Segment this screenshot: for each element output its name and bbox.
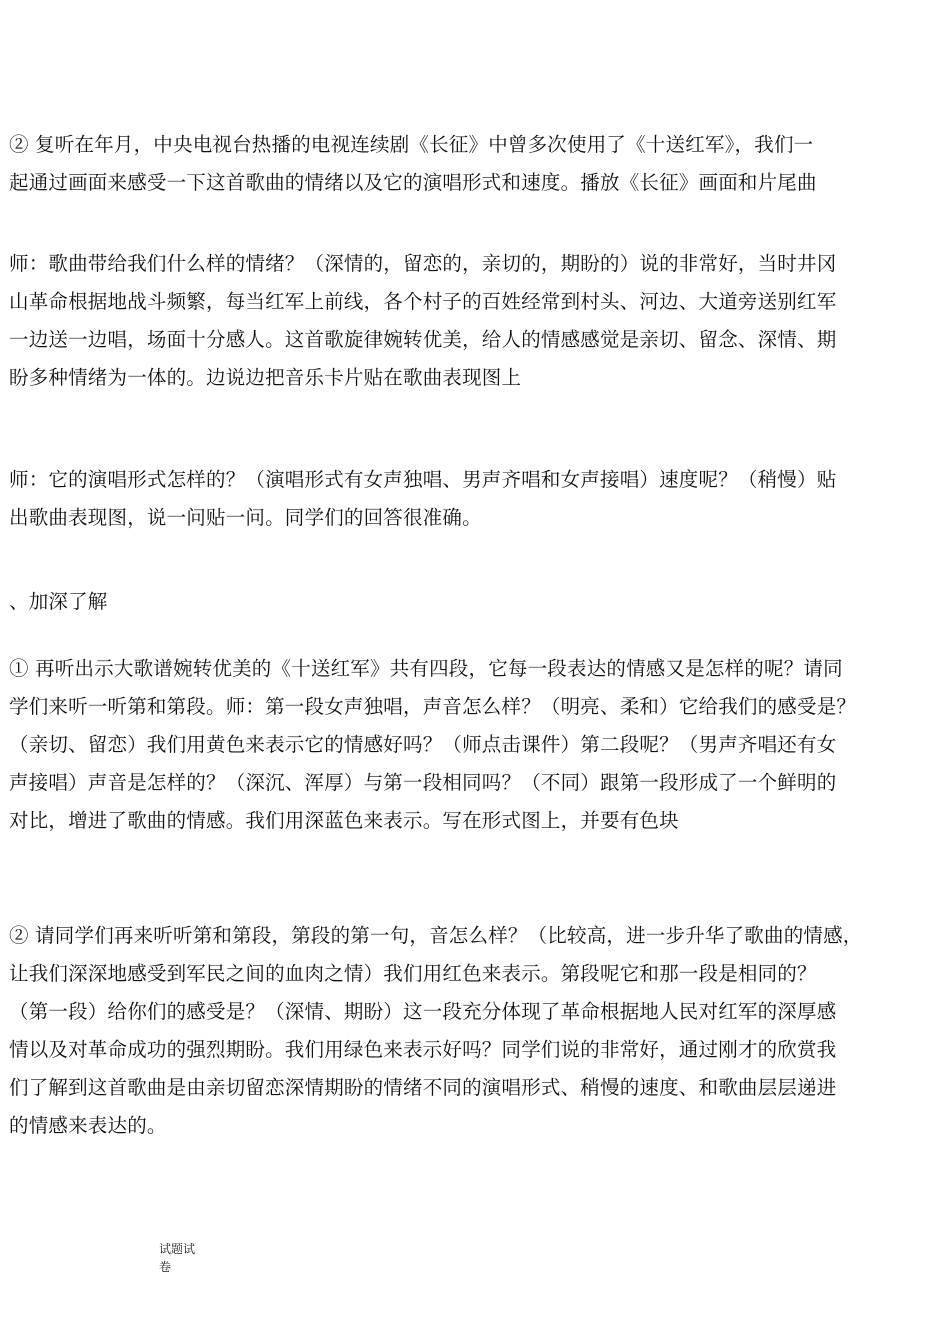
text-line: ① 再听出示大歌谱婉转优美的《十送红军》共有四段，它每一段表达的情感又是怎样的呢？请同 xyxy=(9,657,843,680)
text-line: 对比，增进了歌曲的情感。我们用深蓝色来表示。写在形式图上，并要有色块 xyxy=(9,809,679,832)
text-line: （亲切、留恋）我们用黄色来表示它的情感好吗？（师点击课件）第二段呢？（男声齐唱还有女 xyxy=(9,733,837,756)
paragraph-replay xyxy=(9,126,942,202)
paragraph-teacher-emotion xyxy=(9,245,942,397)
text-line: 出歌曲表现图，说一问贴一问。同学们的回答很准确。 xyxy=(9,506,482,529)
heading-line: 、加深了解 xyxy=(9,590,108,613)
text-line: ② 复听在年月，中央电视台热播的电视连续剧《长征》中曾多次使用了《十送红军》，我们一 xyxy=(9,133,814,156)
text-line: 让我们深深地感受到军民之间的血肉之情）我们用红色来表示。第段呢它和那一段是相同的？ xyxy=(9,962,817,985)
text-line: 盼多种情绪为一体的。边说边把音乐卡片贴在歌曲表现图上 xyxy=(9,366,522,389)
footer-line: 试题试 xyxy=(159,1242,196,1256)
text-line: 师：它的演唱形式怎样的？（演唱形式有女声独唱、男声齐唱和女声接唱）速度呢？（稍慢）贴 xyxy=(9,468,837,491)
text-line: 声接唱）声音是怎样的？（深沉、浑厚）与第一段相同吗？（不同）跟第一段形成了一个鲜明的 xyxy=(9,771,837,794)
section-heading-deepen xyxy=(9,583,942,621)
page-footer xyxy=(159,1240,195,1276)
text-line: ② 请同学们再来听听第和第段，第段的第一句，音怎么样？（比较高，进一步升华了歌曲的情感， xyxy=(9,924,863,947)
text-line: 学们来听一听第和第段。师：第一段女声独唱，声音怎么样？（明亮、柔和）它给我们的感受是？ xyxy=(9,695,857,718)
footer-line: 卷 xyxy=(159,1260,172,1274)
text-line: 师：歌曲带给我们什么样的情绪？（深情的，留恋的，亲切的，期盼的）说的非常好，当时井冈 xyxy=(9,252,837,275)
text-line: 们了解到这首歌曲是由亲切留恋深情期盼的情绪不同的演唱形式、稍慢的速度、和歌曲层层递进 xyxy=(9,1076,837,1099)
paragraph-listen-again xyxy=(9,650,942,840)
text-line: 一边送一边唱，场面十分感人。这首歌旋律婉转优美，给人的情感感觉是亲切、留念、深情、期 xyxy=(9,328,837,351)
text-line: 的情感来表达的。 xyxy=(9,1114,167,1137)
text-line: 起通过画面来感受一下这首歌曲的情绪以及它的演唱形式和速度。播放《长征》画面和片尾曲 xyxy=(9,171,817,194)
paragraph-teacher-form xyxy=(9,461,942,537)
paragraph-sections-three-four xyxy=(9,917,942,1145)
text-line: 山革命根据地战斗频繁，每当红军上前线，各个村子的百姓经常到村头、河边、大道旁送别红军 xyxy=(9,290,837,313)
text-line: （第一段）给你们的感受是？（深情、期盼）这一段充分体现了革命根据地人民对红军的深厚感 xyxy=(9,1000,837,1023)
text-line: 情以及对革命成功的强烈期盼。我们用绿色来表示好吗？同学们说的非常好，通过刚才的欣赏我 xyxy=(9,1038,837,1061)
